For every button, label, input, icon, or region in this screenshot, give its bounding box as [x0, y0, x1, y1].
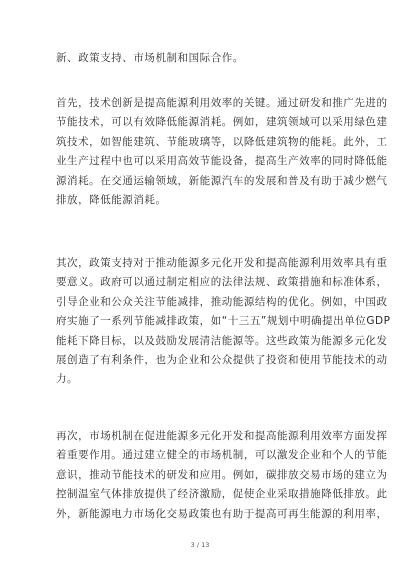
paragraph-policy [56, 254, 391, 390]
text-line: 排放，降低能源消耗。 [56, 194, 167, 207]
text-line: 要意义。政府可以通过制定相应的法律法规、政策措施和标准体系， [56, 276, 388, 289]
paragraph-continuation [56, 49, 346, 68]
text-line: 筑技术，如智能建筑、节能玻璃等，以降低建筑物的能耗。此外，工 [56, 135, 388, 148]
text-line: 控制温室气体排放提供了经济激励，促使企业采取措施降低排放。此 [56, 488, 388, 501]
text-line: 新、政策支持、市场机制和国际合作。 [56, 52, 244, 64]
text-line: 意识，推动节能技术的研发和应用。例如，碳排放交易市场的建立为 [56, 468, 388, 481]
text-line: 力。 [56, 373, 79, 386]
text-line: 外，新能源电力市场化交易政策也有助于提高可再生能源的利用率， [56, 507, 388, 520]
text-line: 能耗下降目标，以及鼓励发展清洁能源等。这些政策为能源多元化发 [56, 334, 388, 347]
text-line: 着重要作用。通过建立健全的市场机制，可以激发企业和个人的节能 [56, 449, 388, 462]
text-line: 业生产过程中也可以采用高效节能设备，提高生产效率的同时降低能 [56, 155, 388, 168]
text-line: 节能技术，可以有效降低能源消耗。例如，建筑领域可以采用绿色建 [56, 116, 388, 129]
text-line: 源消耗。在交通运输领域，新能源汽车的发展和普及有助于减少燃气 [56, 174, 388, 187]
text-line: 首先，技术创新是提高能源利用效率的关键。通过研发和推广先进的 [56, 97, 388, 109]
text-line: 展创造了有利条件，也为企业和公众提供了投资和使用节能技术的动 [56, 354, 388, 367]
page-number: 3 / 13 [190, 541, 210, 549]
text-line: 府实施了一系列节能减排政策，如“十三五”规划中明确提出单位GDP [56, 315, 391, 328]
text-line: 再次，市场机制在促进能源多元化开发和提高能源利用效率方面发挥 [56, 430, 388, 442]
paragraph-market [56, 427, 388, 524]
text-line: 其次，政策支持对于推动能源多元化开发和提高能源利用效率具有重 [56, 257, 388, 269]
text-line: 引导企业和公众关注节能减排，推动能源结构的优化。例如，中国政 [56, 295, 388, 308]
paragraph-technology [56, 94, 388, 210]
